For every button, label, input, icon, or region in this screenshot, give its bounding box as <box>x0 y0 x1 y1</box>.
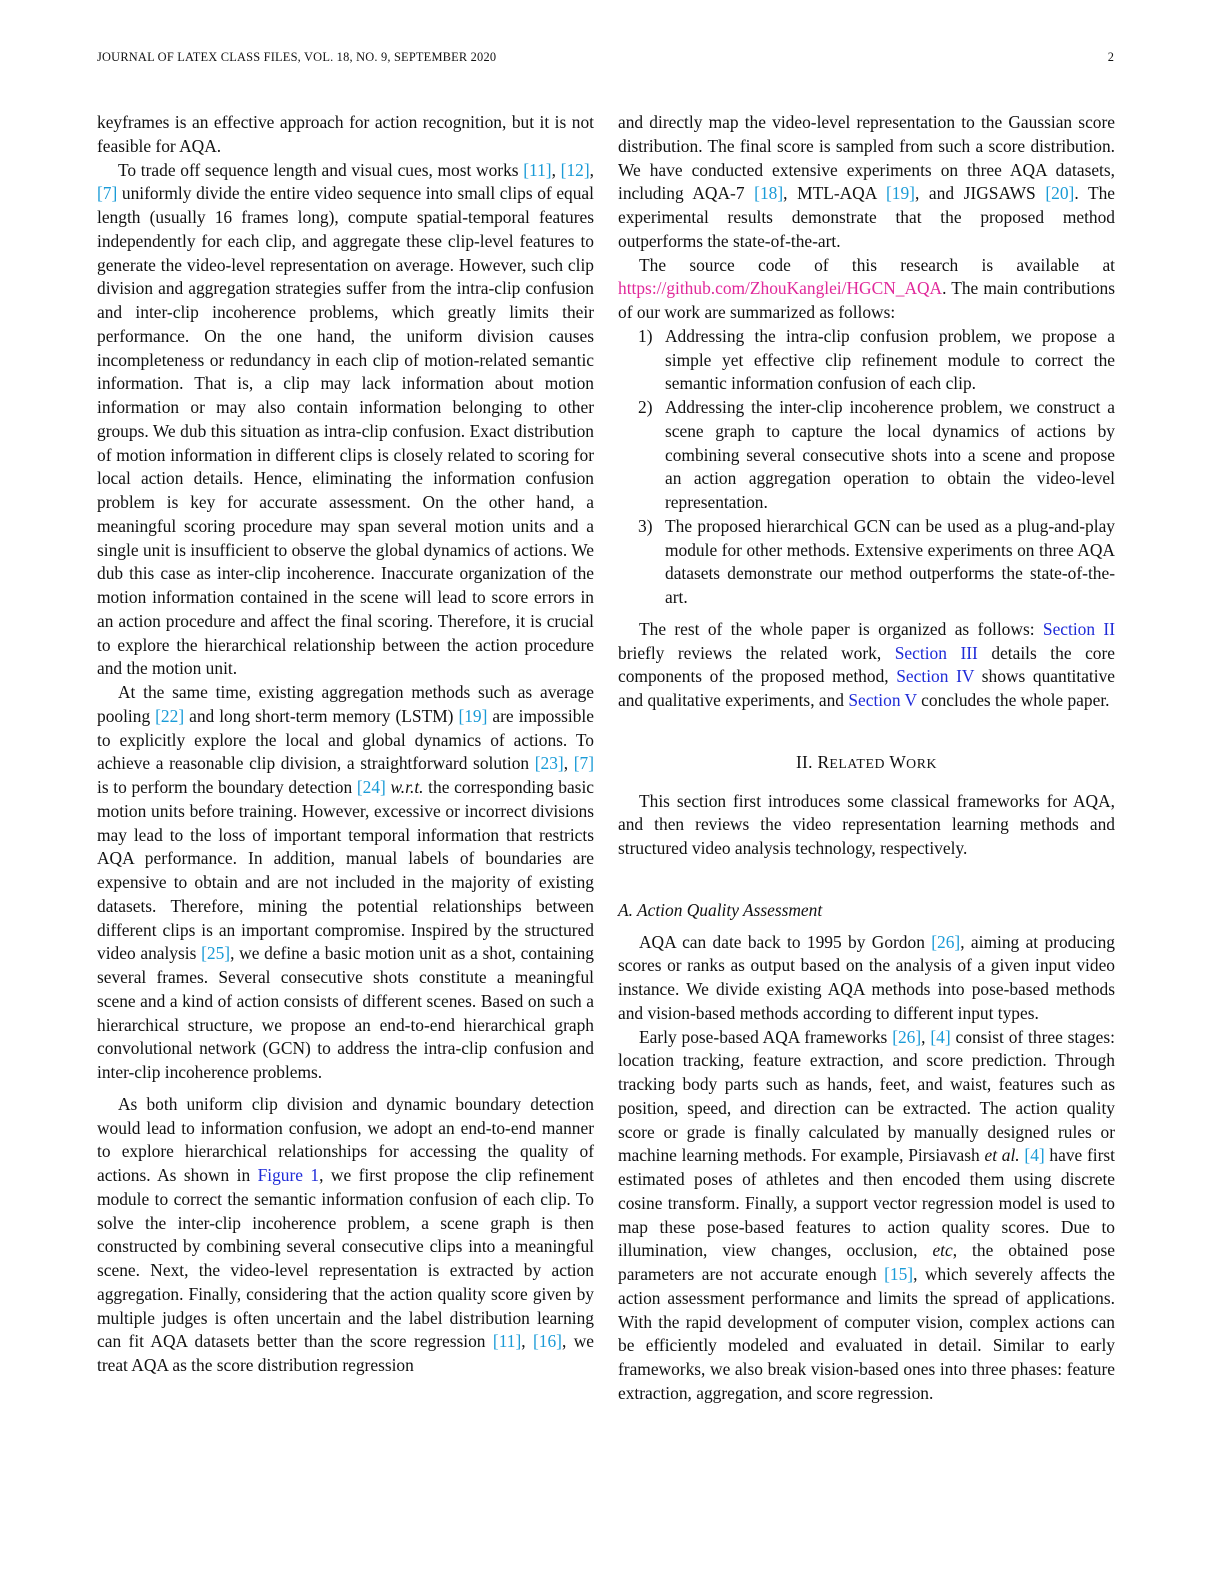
list-item: 1) Addressing the intra-clip confusion problem, we propose a simple yet effective clip refinement module to correct the semantic information confusion of each clip. <box>638 325 1115 394</box>
citation-link[interactable]: [16] <box>532 1331 562 1352</box>
etc-abbrev: etc <box>932 1240 953 1261</box>
wrt-abbrev: w.r.t. <box>390 777 424 797</box>
citation-link[interactable]: [11] <box>492 1331 522 1352</box>
et-al: et al. <box>984 1145 1020 1166</box>
section-link[interactable]: Section V <box>848 690 917 710</box>
citation-link[interactable]: [24] <box>356 777 386 797</box>
page-number: 2 <box>1107 50 1114 64</box>
citation-link[interactable]: [15] <box>884 1264 914 1284</box>
list-item: 2) Addressing the inter-clip incoherence problem, we construct a scene graph to capture the local dynamics of actions by combining several consecutive shots into a scene and propose an action aggregation operation to obtain the video-level representation. <box>638 397 1115 512</box>
subsection-title: A. Action Quality Assessment <box>618 899 823 920</box>
paragraph: As both uniform clip division and dynamic boundary detection would lead to information confusion, we adopt an end-to-end manner to explore hierarchical relationships for accessing the quality of actions. As shown in Figure 1, we first propose the clip refinement module to correct the semantic information confusion of each clip. To solve the inter-clip incoherence problem, a scene graph is then constructed by combining several consecutive clips into a meaningful scene. Next, the video-level representation is extracted by action aggregation. Finally, considering that the action quality score given by multiple judges is often uncertain and the label distribution learning can fit AQA datasets better than the score regression [11], [16], we treat AQA as the score distribution regression <box>97 1093 594 1375</box>
citation-link[interactable]: [7] <box>97 183 118 204</box>
paragraph: At the same time, existing aggregation methods such as average pooling [22] and long short-term memory (LSTM) [19] are impossible to explicitly explore the local and global dynamics of actions. To achieve a reasonable clip division, a straightforward solution [23], [7] is to perform the boundary detection [24] w.r.t. the corresponding basic motion units before training. However, excessive or incorrect divisions may lead to the loss of important temporal information that restricts AQA performance. In addition, manual labels of boundaries are expensive to obtain and are not included in the majority of existing datasets. Therefore, mining the potential relationships between different clips is an important compromise. Inspired by the structured video analysis [25], we define a basic motion unit as a shot, containing several frames. Several consecutive shots constitute a meaningful scene and a kind of action consists of different scenes. Based on such a hierarchical structure, we propose an end-to-end hierarchical graph convolutional network (GCN) to address the intra-clip confusion and inter-clip incoherence problems. <box>97 682 594 1082</box>
citation-link[interactable]: [22] <box>155 705 185 726</box>
paragraph: This section first introduces some classical frameworks for AQA, and then reviews the video representation learning methods and structured video analysis technology, respectively. <box>618 790 1115 858</box>
citation-link[interactable]: [23] <box>534 753 564 774</box>
page-header <box>97 50 1114 70</box>
citation-link[interactable]: [25] <box>201 943 231 964</box>
citation-link[interactable]: [19] <box>885 183 915 204</box>
citation-link[interactable]: [12] <box>560 159 590 180</box>
paragraph: AQA can date back to 1995 by Gordon [26], aiming at producing scores or ranks as output based on the analysis of a given input video instance. We divide existing AQA methods into pose-based methods and vision-based methods according to different input types. <box>618 931 1115 1023</box>
section-link[interactable]: Section II <box>1042 618 1116 639</box>
section-link[interactable]: Section III <box>894 642 978 663</box>
citation-link[interactable]: [19] <box>458 705 488 726</box>
figure-link[interactable]: Figure 1 <box>257 1165 320 1185</box>
source-code-link[interactable]: https://github.com/ZhouKanglei/HGCN_AQA <box>618 278 943 299</box>
citation-link[interactable]: [26] <box>892 1026 922 1047</box>
paragraph: and directly map the video-level representation to the Gaussian score distribution. The final score is sampled from such a score distribution. We have conducted extensive experiments on three AQA datasets, including AQA-7 [18], MTL-AQA [19], and JIGSAWS [20]. The experimental results demonstrate that the proposed method outperforms the state-of-the-art. <box>618 112 1116 251</box>
citation-link[interactable]: [18] <box>754 183 784 204</box>
citation-link[interactable]: [4] <box>1024 1145 1045 1166</box>
section-title: II. RELATED WORK <box>795 751 938 772</box>
paragraph: The rest of the whole paper is organized as follows: Section II briefly reviews the related work, Section III details the core components of the proposed method, Section IV shows quantitative and qualitative experiments, and Section V concludes the whole paper. <box>618 618 1116 710</box>
citation-link[interactable]: [4] <box>930 1026 951 1047</box>
citation-link[interactable]: [7] <box>573 753 594 774</box>
citation-link[interactable]: [20] <box>1045 183 1075 204</box>
contribution-list <box>618 325 1115 610</box>
paragraph: Early pose-based AQA frameworks [26], [4] consist of three stages: location tracking, feature extraction, and score prediction. Through tracking body parts such as hands, feet, and waist, features such as position, speed, and direction can be extracted. The action quality score or grade is finally calculated by manually designed rules or machine learning methods. For example, Pirsiavash et al. [4] have first estimated poses of athletes and then encoded them using discrete cosine transform. Finally, a support vector regression model is used to map these pose-based features to action quality scores. Due to illumination, view changes, occlusion, etc, the obtained pose parameters are not accurate enough [15], which severely affects the action assessment performance and limits the spread of applications. With the rapid development of computer vision, complex actions can be efficiently modeled and evaluated in detail. Similar to early frameworks, we also break vision-based ones into three phases: feature extraction, aggregation, and score regression. <box>618 1026 1115 1403</box>
section-link[interactable]: Section IV <box>896 666 975 687</box>
list-item: 3) The proposed hierarchical GCN can be used as a plug-and-play module for other methods. Extensive experiments on three AQA datasets demonstrate our method outperforms the state-of-the-art. <box>638 515 1115 607</box>
right-column <box>618 111 1115 1406</box>
paragraph: The source code of this research is available at https://github.com/ZhouKanglei/HGCN_AQA. The main contributions of our work are summarized as follows: <box>618 254 1115 322</box>
paragraph: keyframes is an effective approach for action recognition, but it is not feasible for AQA. <box>97 112 594 156</box>
citation-link[interactable]: [11] <box>523 159 552 180</box>
left-column <box>97 111 594 1378</box>
paragraph: To trade off sequence length and visual cues, most works [11], [12], [7] uniformly divide the entire video sequence into small clips of equal length (usually 16 frames long), compute spatial-temporal features independently for each clip, and aggregate these clip-level features to generate the video-level representation on average. However, such clip division and aggregation strategies suffer from the intra-clip confusion and inter-clip incoherence problems, which greatly limits their performance. On the one hand, the uniform division causes incompleteness or redundancy in each clip of motion-related semantic information. That is, a clip may lack information about motion information or may also contain information belonging to other groups. We dub this situation as intra-clip confusion. Exact distribution of motion information in different clips is closely related to scoring for local action details. Hence, eliminating the information confusion problem is key for accurate assessment. On the other hand, a meaningful scoring procedure may span several motion units and a single unit is insufficient to observe the global dynamics of actions. We dub this case as inter-clip incoherence. Inaccurate organization of the motion information contained in the scene will lead to score errors in an action procedure and affect the final scoring. Therefore, it is crucial to explore the hierarchical relationship between the action procedure and the motion unit. <box>97 159 594 679</box>
citation-link[interactable]: [26] <box>931 931 961 952</box>
journal-title: JOURNAL OF LATEX CLASS FILES, VOL. 18, NO. 9, SEPTEMBER 2020 <box>97 50 497 64</box>
